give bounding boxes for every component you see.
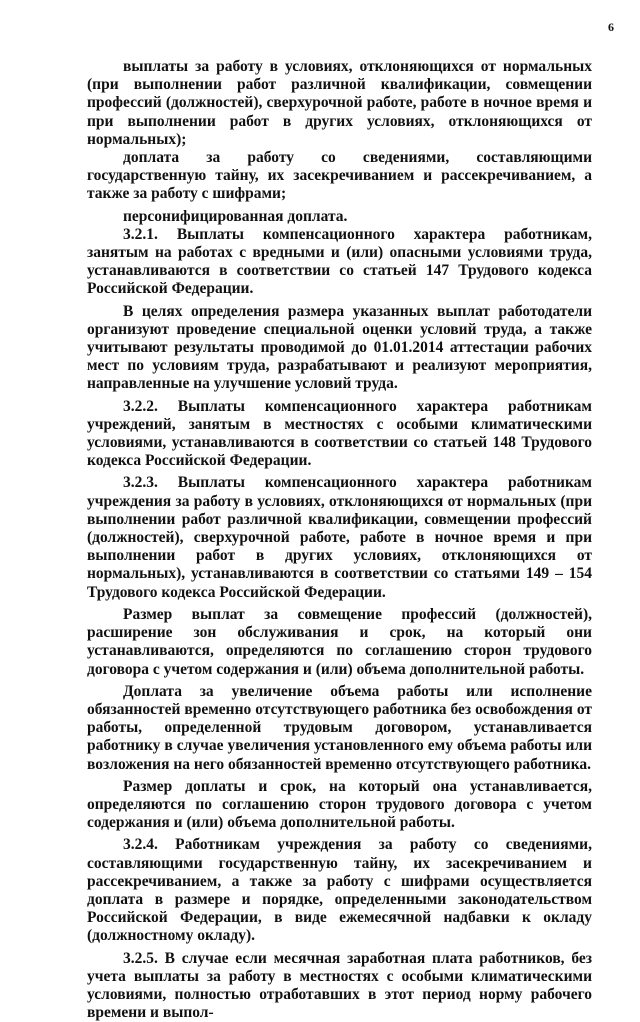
paragraph-3-2-3-increase: Доплата за увеличение объема работы или исполнение обязанностей временно отсутствующего работника без освобождения от работы, определенной трудовым договором, устанавливается работнику в случае увеличения установленного ему объема работы или возложения на него обязанностей временно отсутствующего работника. — [87, 682, 592, 773]
paragraph-list-item-3: персонифицированная доплата. — [123, 207, 348, 225]
paragraph-3-2-1-detail: В целях определения размера указанных выплат работодатели организуют проведение специальной оценки условий труда, а также учитывают результаты проводимой до 01.01.2014 аттестации рабочих мест по условиям труда, разрабатывают и реализуют мероприятия, направленные на улучшение условий труда. — [87, 302, 592, 393]
paragraph-3-2-3: 3.2.3. Выплаты компенсационного характера работникам учреждения за работу в условиях, отклоняющихся от нормальных (при выполнении работ различной квалификации, совмещении профессий (должностей), сверхурочной работе, работе в ночное время и при выполнении работ в других условиях, отклоняющихся от нормальных), устанавливаются в соответствии со статьями 149 – 154 Трудового кодекса Российской Федерации. — [87, 474, 592, 601]
paragraph-3-2-4: 3.2.4. Работникам учреждения за работу со сведениями, составляющими государственную тайну, их засекречиванием и рассекречиванием, а также за работу с шифрами осуществляется доплата в размере и порядке, определенными законодательством Российской Федерации, в виде ежемесячной надбавки к окладу (должностному окладу). — [87, 836, 592, 945]
paragraph-list-item-2: доплата за работу со сведениями, составляющими государственную тайну, их засекречиванием и рассекречиванием, а также за работу с шифрами; — [87, 149, 592, 203]
paragraph-3-2-1: 3.2.1. Выплаты компенсационного характера работникам, занятым на работах с вредными и (или) опасными условиями труда, устанавливаются в соответствии со статьей 147 Трудового кодекса Российской Федерации. — [87, 225, 592, 298]
paragraph-3-2-2: 3.2.2. Выплаты компенсационного характера работникам учреждений, занятым в местностях с особыми климатическими условиями, устанавливаются в соответствии со статьей 148 Трудового кодекса Российской Федерации. — [87, 397, 592, 470]
paragraph-list-item-1: выплаты за работу в условиях, отклоняющихся от нормальных (при выполнении работ различной квалификации, совмещении профессий (должностей), сверхурочной работе, работе в ночное время и при выполнении работ в других условиях, отклоняющихся от нормальных); — [87, 58, 592, 148]
page-number: 6 — [608, 20, 614, 34]
paragraph-3-2-5: 3.2.5. В случае если месячная заработная плата работников, без учета выплаты за работу в местностях с особыми климатическими условиями, полностью отработавших в этот период норму рабочего времени и выпол- — [87, 949, 592, 1022]
document-body — [87, 58, 592, 1022]
paragraph-3-2-3-combination: Размер выплат за совмещение профессий (должностей), расширение зон обслуживания и срок, на который они устанавливаются, определяются по соглашению сторон трудового договора с учетом содержания и (или) объема дополнительной работы. — [87, 605, 592, 678]
paragraph-3-2-3-size: Размер доплаты и срок, на который она устанавливается, определяются по соглашению сторон трудового договора с учетом содержания и (или) объема дополнительной работы. — [87, 777, 592, 832]
